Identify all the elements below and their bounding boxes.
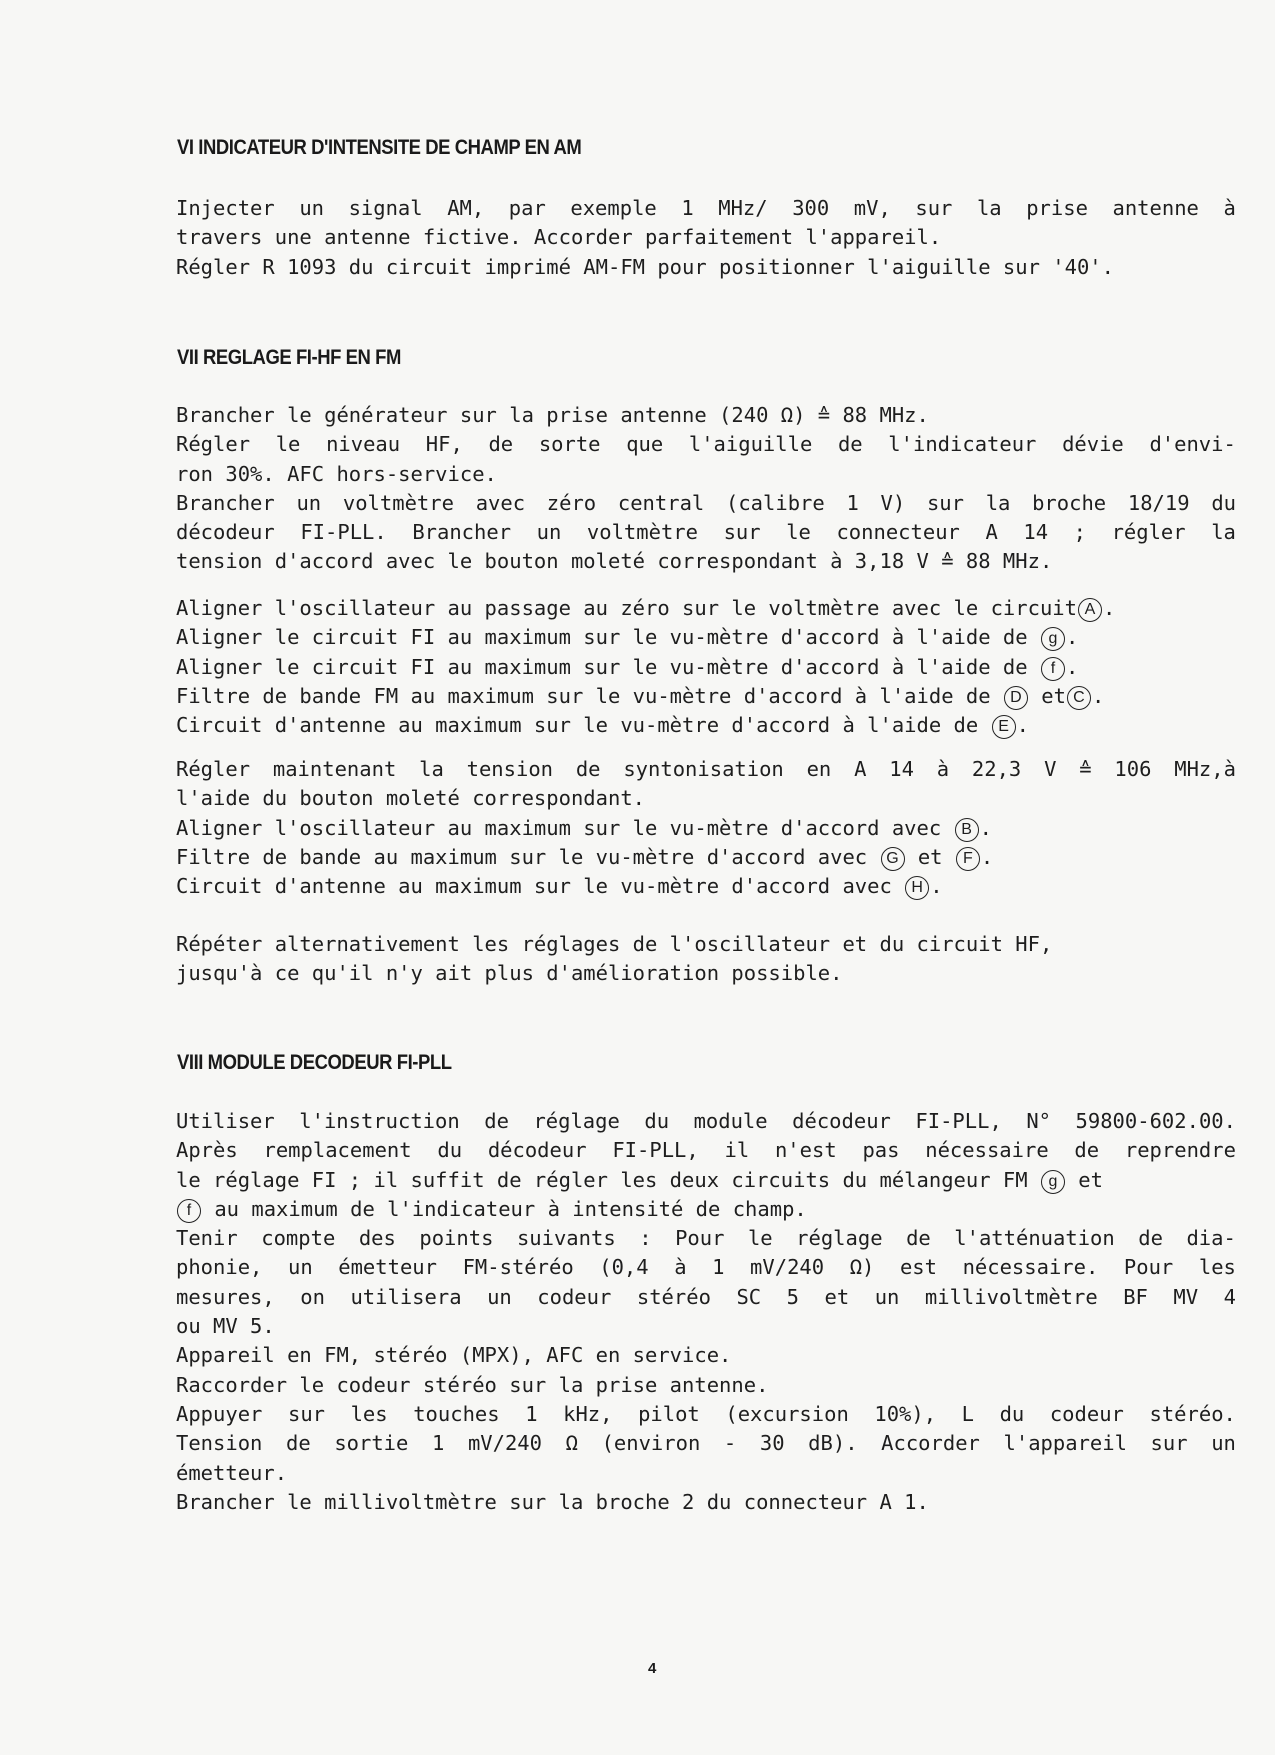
page-number: 4	[648, 1660, 657, 1677]
circuit-marker-B: B	[955, 818, 979, 842]
word: du	[999, 1401, 1025, 1426]
word: 5	[786, 1284, 799, 1309]
word: Régler	[176, 432, 251, 457]
word: pilot	[638, 1401, 700, 1426]
text-line: travers une antenne fictive. Accorder parfaitement l'appareil.	[176, 225, 942, 250]
word: mV/240	[467, 1431, 542, 1456]
word: de	[906, 1226, 931, 1251]
word: V	[1044, 757, 1057, 781]
word: du	[644, 1109, 670, 1133]
word: un	[296, 490, 322, 515]
word: les	[1198, 1255, 1236, 1280]
word: on	[300, 1284, 325, 1309]
circuit-marker-f: f	[177, 1199, 201, 1223]
text-line: tension d'accord avec le bouton moleté correspondant à 3,18 V ≙ 88 MHz.	[176, 549, 1053, 574]
text-line	[176, 1224, 1236, 1253]
word: décodeur	[176, 520, 275, 545]
word: avec	[475, 490, 526, 515]
word: (excursion	[725, 1401, 849, 1426]
section-vi-heading: VI INDICATEUR D'INTENSITE DE CHAMP EN AM	[177, 136, 582, 159]
word: L	[961, 1401, 974, 1426]
word: Accorder	[881, 1431, 980, 1456]
circuit-marker-D: D	[1004, 686, 1028, 710]
section-vi-body	[176, 194, 1236, 282]
word: des	[358, 1226, 396, 1251]
circuit-marker-A: A	[1078, 598, 1102, 622]
word: FM-stéréo	[462, 1255, 574, 1280]
text-line: Raccorder le codeur stéréo sur la prise antenne.	[176, 1372, 769, 1397]
word: Après	[176, 1138, 238, 1163]
word: dévie	[1062, 432, 1124, 457]
word: mV/240	[750, 1255, 825, 1280]
word: points	[419, 1226, 494, 1251]
word: phonie,	[176, 1255, 263, 1280]
word: (calibre	[726, 490, 825, 515]
word: voltmètre	[586, 520, 698, 545]
word: :	[639, 1226, 652, 1251]
word: nécessaire.	[962, 1255, 1099, 1280]
word: touches	[413, 1401, 500, 1426]
word: Ω	[565, 1431, 578, 1456]
word: V)	[880, 490, 906, 515]
word: un	[874, 1284, 900, 1309]
word: de	[1138, 1226, 1163, 1251]
word: sur	[926, 490, 964, 515]
word: décodeur	[792, 1109, 891, 1133]
word: un	[536, 520, 562, 545]
text-line	[176, 489, 1236, 518]
section-vii-para-2	[176, 594, 1236, 740]
word: sorte	[538, 432, 601, 457]
word: Brancher	[412, 520, 512, 545]
section-vii-para-4	[176, 930, 1236, 989]
word: sur	[287, 1401, 326, 1426]
word: stéréo.	[1149, 1401, 1236, 1426]
word: 1	[525, 1401, 538, 1426]
word: d'envi-	[1149, 432, 1236, 457]
word: MHz,à	[1174, 757, 1236, 781]
word: Pour	[675, 1226, 725, 1251]
word: AM,	[447, 196, 485, 220]
text-line: l'aide du bouton moleté correspondant.	[176, 786, 645, 811]
word: du	[437, 1138, 463, 1163]
word: Régler	[176, 757, 251, 781]
word: BF	[1123, 1284, 1148, 1309]
text-line: ron 30%. AFC hors-service.	[176, 461, 497, 486]
word: -	[723, 1431, 737, 1456]
word: le	[786, 520, 811, 545]
word: il	[724, 1138, 750, 1163]
word: sur	[1150, 1431, 1188, 1456]
word: 1	[681, 196, 694, 220]
text-line	[176, 518, 1236, 547]
word: A	[854, 757, 867, 781]
word: et	[824, 1284, 850, 1309]
word: un	[299, 196, 324, 220]
word: prise	[1026, 196, 1088, 220]
word: FI-PLL.	[300, 520, 387, 545]
section-vii-para-3	[176, 755, 1236, 901]
word: MV	[1173, 1284, 1199, 1309]
word: l'atténuation	[954, 1226, 1115, 1251]
text-line	[176, 1400, 1236, 1429]
text-line: Aligner l'oscillateur au passage au zéro sur le voltmètre avec le circuit A .	[176, 596, 1116, 620]
word: l'aiguille	[688, 432, 813, 457]
word: réglage	[796, 1226, 883, 1251]
text-line: le réglage FI ; il suffit de régler les deux circuits du mélangeur FM g et	[176, 1167, 1103, 1192]
word: l'indicateur	[888, 432, 1037, 457]
word: (environ	[601, 1431, 701, 1456]
text-line	[176, 755, 1236, 784]
word: utilisera	[350, 1284, 462, 1309]
word: 1	[846, 490, 859, 515]
word: tension	[466, 757, 554, 781]
word: signal	[348, 196, 423, 220]
word: la	[976, 196, 1002, 220]
word: le	[747, 1226, 773, 1251]
word: Ω)	[849, 1255, 875, 1280]
word: SC	[736, 1284, 762, 1309]
word: régler	[1111, 520, 1186, 545]
word: exemple	[570, 196, 657, 220]
word: du	[1211, 490, 1236, 515]
word: connecteur	[836, 520, 960, 545]
word: la	[985, 490, 1011, 515]
text-line: Brancher le millivoltmètre sur la broche 2 du connecteur A 1.	[176, 1489, 929, 1514]
word: décodeur	[487, 1138, 587, 1163]
word: niveau	[326, 432, 401, 457]
text-line: Régler R 1093 du circuit imprimé AM-FM pour positionner l'aiguille sur '40'.	[176, 254, 1114, 279]
word: un	[287, 1255, 313, 1280]
word: dia-	[1186, 1226, 1236, 1251]
text-line: Filtre de bande au maximum sur le vu-mètre d'accord avec G et F .	[176, 844, 994, 869]
word: 14	[889, 757, 914, 781]
word: (0,4	[599, 1255, 649, 1280]
word: remplacement	[263, 1138, 412, 1163]
word: par	[508, 196, 546, 220]
word: Brancher	[176, 490, 275, 515]
text-line: Brancher le générateur sur la prise antenne (240 Ω) ≙ 88 MHz.	[176, 403, 929, 427]
word: mesures,	[176, 1284, 275, 1309]
text-line: Aligner le circuit FI au maximum sur le vu-mètre d'accord à l'aide de f .	[176, 654, 1079, 679]
word: HF,	[425, 432, 463, 457]
word: le	[275, 432, 301, 457]
word: stéréo	[636, 1284, 711, 1309]
word: reprendre	[1124, 1138, 1236, 1163]
word: compte	[261, 1226, 336, 1251]
word: en	[806, 757, 832, 781]
word: MHz/	[718, 196, 768, 220]
text-line	[176, 1283, 1236, 1312]
word: 14	[1023, 520, 1049, 545]
word: Pour	[1123, 1255, 1174, 1280]
word: de	[488, 432, 514, 457]
text-line: Circuit d'antenne au maximum sur le vu-mètre d'accord avec H .	[176, 874, 943, 899]
text-line: Circuit d'antenne au maximum sur le vu-mètre d'accord à l'aide de E .	[176, 713, 1029, 738]
word: 1	[712, 1255, 725, 1280]
text-line: Aligner l'oscillateur au maximum sur le vu-mètre d'accord avec B .	[176, 815, 992, 840]
word: l'appareil	[1003, 1431, 1127, 1456]
word: central	[617, 490, 705, 515]
word: FI-PLL,	[612, 1138, 699, 1163]
word: kHz,	[563, 1401, 613, 1426]
word: 4	[1223, 1284, 1236, 1309]
word: 300	[792, 196, 830, 220]
word: 59800-602.00.	[1075, 1109, 1236, 1133]
word: dB).	[808, 1431, 858, 1456]
word: millivoltmètre	[924, 1284, 1098, 1309]
word: à	[1223, 196, 1236, 220]
word: Appuyer	[176, 1401, 263, 1426]
circuit-marker-G: G	[881, 847, 905, 871]
word: sur	[723, 520, 761, 545]
circuit-marker-C: C	[1067, 686, 1091, 710]
word: ;	[1073, 520, 1086, 545]
word: N°	[1026, 1109, 1052, 1133]
circuit-marker-f: f	[1041, 657, 1065, 681]
word: voltmètre	[342, 490, 454, 515]
word: un	[487, 1284, 512, 1309]
word: de	[484, 1109, 509, 1133]
circuit-marker-H: H	[905, 876, 929, 900]
word: que	[626, 432, 664, 457]
word: à	[674, 1255, 687, 1280]
section-viii-heading: VIII MODULE DECODEUR FI-PLL	[177, 1051, 452, 1074]
text-line	[176, 1107, 1236, 1136]
word: la	[1211, 520, 1236, 545]
text-line: jusqu'à ce qu'il n'y ait plus d'amélioration possible.	[176, 961, 843, 986]
word: 30	[759, 1431, 785, 1456]
text-line	[176, 1429, 1236, 1458]
word: FI-PLL,	[915, 1109, 1002, 1133]
word: l'instruction	[299, 1109, 460, 1133]
circuit-marker-g: g	[1041, 627, 1065, 651]
word: est	[899, 1255, 937, 1280]
text-line: ou MV 5.	[176, 1314, 275, 1339]
text-line: f au maximum de l'indicateur à intensité de champ.	[176, 1195, 1236, 1224]
word: A	[985, 520, 998, 545]
word: broche	[1032, 490, 1107, 515]
word: émetteur	[338, 1255, 437, 1280]
word: de	[575, 757, 601, 781]
word: de	[837, 432, 863, 457]
text-line: Filtre de bande FM au maximum sur le vu-mètre d'accord à l'aide de D et C .	[176, 683, 1105, 708]
word: n'est	[774, 1138, 837, 1163]
word: de	[286, 1431, 311, 1456]
word: un	[1211, 1431, 1236, 1456]
circuit-marker-E: E	[992, 715, 1016, 739]
word: nécessaire	[925, 1138, 1049, 1163]
word: codeur	[1049, 1401, 1124, 1426]
word: Utiliser	[176, 1109, 275, 1133]
word: 18/19	[1127, 490, 1190, 515]
word: 22,3	[971, 757, 1022, 781]
section-vii-para-1	[176, 401, 1236, 577]
word: de	[1074, 1138, 1100, 1163]
text-line: Appareil en FM, stéréo (MPX), AFC en service.	[176, 1343, 732, 1368]
word: suivants	[516, 1226, 616, 1251]
text-line	[176, 430, 1236, 459]
word: module	[693, 1109, 768, 1133]
word: sur	[915, 196, 953, 220]
text-line	[176, 1136, 1236, 1165]
word: les	[350, 1401, 388, 1426]
text-line: Aligner le circuit FI au maximum sur le vu-mètre d'accord à l'aide de g .	[176, 625, 1079, 650]
word: 106	[1114, 757, 1152, 781]
word: maintenant	[272, 757, 397, 781]
word: Tenir	[176, 1226, 238, 1251]
word: réglage	[533, 1109, 620, 1133]
circuit-marker-g: g	[1041, 1170, 1065, 1194]
text-line: Répéter alternativement les réglages de l'oscillateur et du circuit HF,	[176, 932, 1053, 956]
word: la	[419, 757, 444, 781]
word: pas	[862, 1138, 900, 1163]
word: antenne	[1112, 196, 1199, 220]
text-line	[176, 1253, 1236, 1282]
word: à	[936, 757, 950, 781]
word: sortie	[334, 1431, 409, 1456]
section-viii-body	[176, 1107, 1236, 1517]
circuit-marker-F: F	[956, 847, 980, 871]
text-line: émetteur.	[176, 1460, 288, 1485]
word: Injecter	[176, 196, 275, 220]
word: codeur	[537, 1284, 612, 1309]
word: zéro	[546, 490, 597, 515]
text-line	[176, 194, 1236, 223]
word: mV,	[853, 196, 891, 220]
word: Tension	[176, 1431, 263, 1456]
word: ≙	[1079, 757, 1092, 781]
word: syntonisation	[623, 757, 784, 781]
word: 1	[431, 1431, 445, 1456]
section-vii-heading: VII REGLAGE FI-HF EN FM	[177, 346, 401, 369]
word: 10%),	[874, 1401, 937, 1426]
